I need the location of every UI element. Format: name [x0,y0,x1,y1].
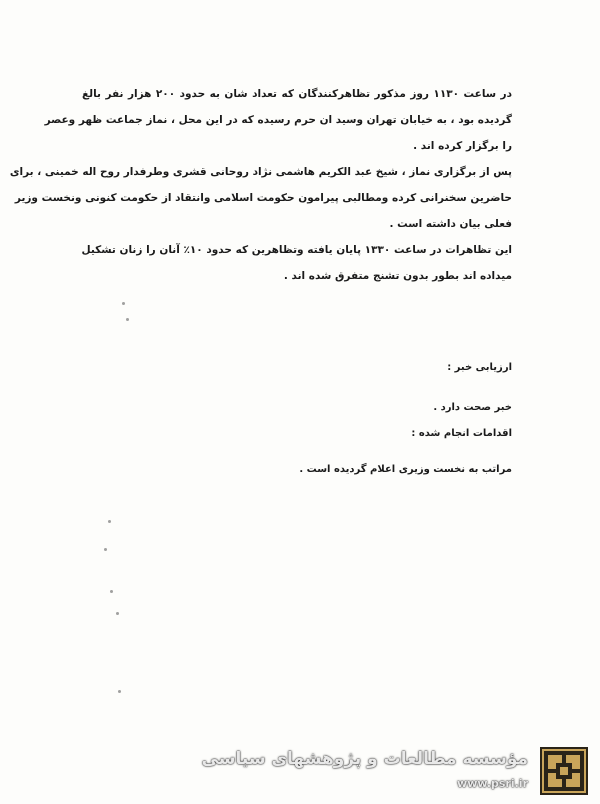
scan-speck [126,318,129,321]
text-line: فعلی بیان داشته است . [389,218,512,230]
text-line: میداده اند بطور بدون تشنج متفرق شده اند . [283,270,512,282]
text-line: این تظاهرات در ساعت ۱۳۳۰ پایان یافته وتظاهرین که حدود ۱۰٪ آنان را زنان تشکیل [81,244,512,256]
scan-speck [104,548,107,551]
institute-watermark [201,745,590,795]
scan-speck [110,590,113,593]
actions-label: اقدامات انجام شده : [411,428,512,439]
institute-website: www.psri.ir [457,777,528,790]
psri-logo-icon [540,747,588,795]
text-line: حاضرین سخنرانی کرده ومطالبی پیرامون حکومت اسلامی وانتقاد از حکومت کنونی ونخست وزیر [14,192,512,204]
evaluation-label: ارزیابی خبر : [447,362,512,373]
scan-speck [108,520,111,523]
scan-speck [116,612,119,615]
text-line: را برگزار کرده اند . [413,140,512,152]
evaluation-value: خبر صحت دارد . [433,402,512,413]
institute-name: مؤسسه مطالعات و پژوهشهای سیاسی [201,749,528,769]
actions-value: مراتب به نخست وزیری اعلام گردیده است . [299,464,512,475]
text-line: گردیده بود ، به خیابان تهران وسید ان حرم رسیده که در این محل ، نماز جماعت ظهر وعصر [44,114,512,126]
scan-speck [118,690,121,693]
scan-speck [122,302,125,305]
text-line: در ساعت ۱۱۳۰ روز مذکور تظاهرکنندگان که تعداد شان به حدود ۲۰۰ هزار نفر بالغ [82,88,512,100]
text-line: پس از برگزاری نماز ، شیخ عبد الکریم هاشمی نژاد روحانی قشری وطرفدار روح اله خمینی ، برای [9,166,512,178]
